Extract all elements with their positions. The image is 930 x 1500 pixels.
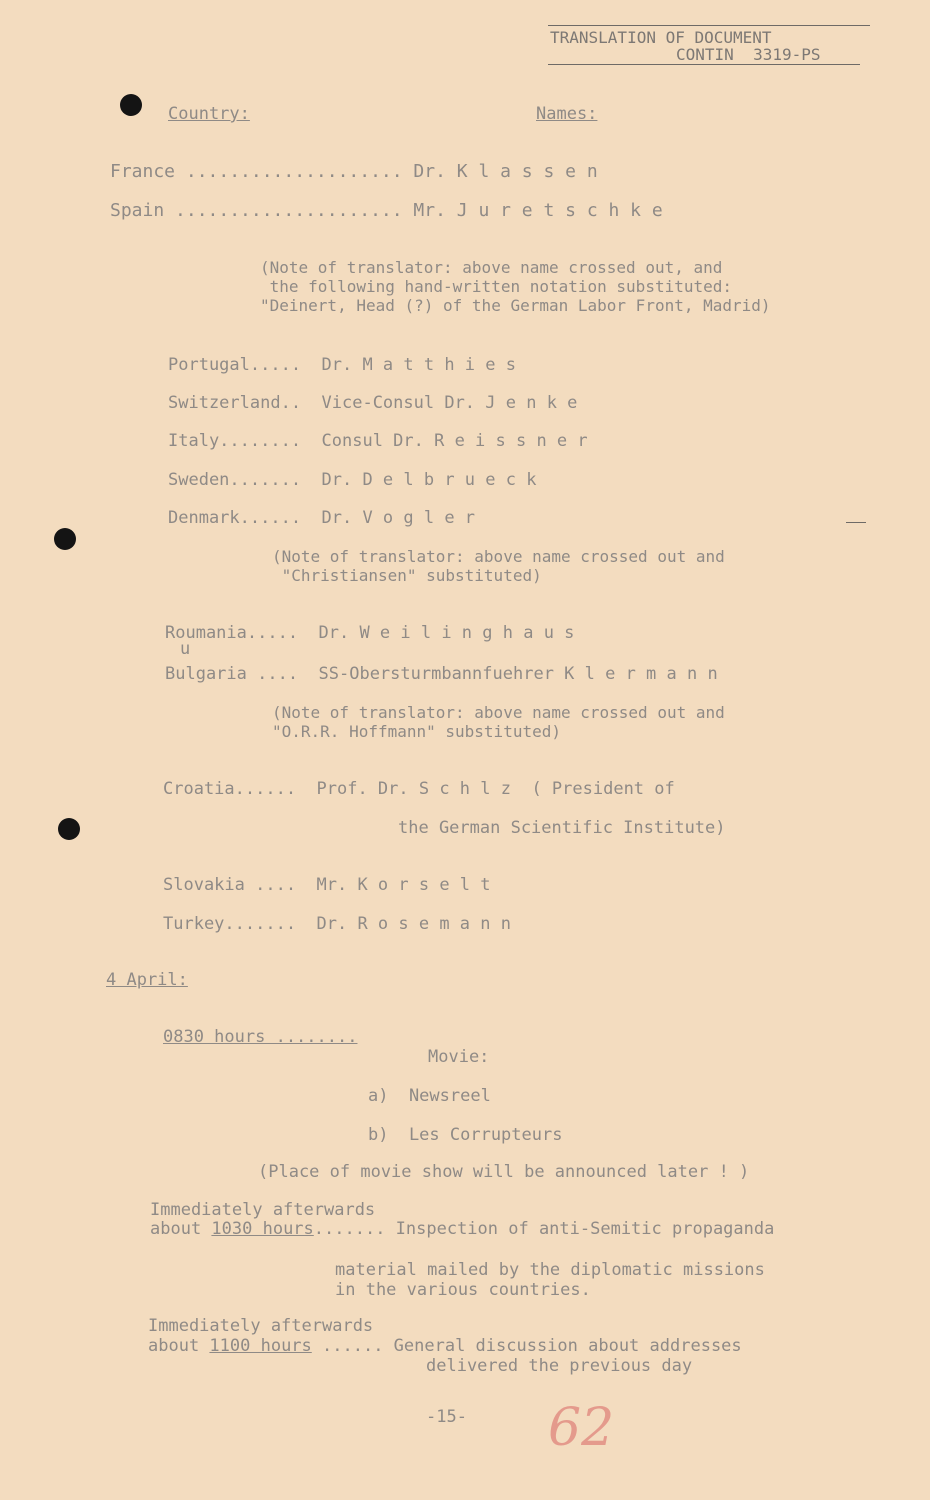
header-title: TRANSLATION OF DOCUMENT [550, 28, 772, 47]
schedule-date-heading: 4 April: [106, 970, 188, 990]
page-number: -15- [426, 1407, 467, 1427]
margin-dash [846, 522, 866, 523]
column-header-names: Names: [536, 104, 598, 124]
column-header-country: Country: [168, 104, 250, 124]
entry-turkey: Turkey....... Dr. R o s e m a n n [163, 914, 511, 934]
about-1100-text: ...... General discussion about addresses [311, 1336, 742, 1356]
punch-hole-top [120, 94, 142, 116]
about-1030-prefix: about [150, 1219, 212, 1239]
entry-croatia: Croatia...... Prof. Dr. S c h l z ( President of [163, 779, 675, 799]
translator-note-denmark: (Note of translator: above name crossed out and "Christiansen" substituted) [272, 547, 725, 585]
header-rule-top [548, 25, 870, 26]
schedule-item-1100-detail: delivered the previous day [426, 1356, 693, 1376]
entry-denmark: Denmark...... Dr. V o g l e r [168, 508, 476, 528]
punch-hole-lower [58, 818, 80, 840]
schedule-item-1030-detail: material mailed by the diplomatic missions in the various countries. [335, 1260, 765, 1300]
translator-note-bulgaria: (Note of translator: above name crossed out and "O.R.R. Hoffmann" substituted) [272, 703, 725, 741]
schedule-movie-newsreel: a) Newsreel [368, 1086, 491, 1106]
entry-portugal: Portugal..... Dr. M a t t h i e s [168, 355, 516, 375]
entry-bulgaria: Bulgaria .... SS-Obersturmbannfuehrer K l e r m a n n [165, 664, 718, 684]
header-doc-number: CONTIN 3319-PS [676, 45, 821, 64]
entry-italy: Italy........ Consul Dr. R e i s s n e r [168, 431, 588, 451]
schedule-immediately-2: Immediately afterwards [148, 1316, 374, 1336]
schedule-time-0830 [163, 1027, 357, 1047]
schedule-movie-place-note: (Place of movie show will be announced later ! ) [258, 1162, 750, 1182]
schedule-item-1100 [148, 1336, 742, 1356]
entry-roumania: Roumania..... Dr. W e i l i n g h a u s [165, 623, 575, 643]
about-1100-time: 1100 hours [209, 1336, 312, 1356]
schedule-immediately-1: Immediately afterwards [150, 1200, 376, 1220]
about-1100-prefix: about [148, 1336, 210, 1356]
entry-croatia-continued: the German Scientific Institute) [398, 818, 726, 838]
time-0830-label: 0830 hours ........ [163, 1027, 358, 1047]
punch-hole-middle [54, 528, 76, 550]
about-1030-time: 1030 hours [211, 1219, 314, 1239]
handwritten-page-number: 62 [548, 1398, 615, 1458]
entry-france: France .................... Dr. K l a s s e n [110, 161, 598, 182]
entry-spain: Spain ..................... Mr. J u r e t s c h k e [110, 200, 663, 221]
entry-slovakia: Slovakia .... Mr. K o r s e l t [163, 875, 491, 895]
entry-roumania-correction: u [180, 639, 191, 659]
schedule-item-1030 [150, 1219, 774, 1239]
about-1030-text: ....... Inspection of anti-Semitic propaganda [313, 1219, 775, 1239]
entry-switzerland: Switzerland.. Vice-Consul Dr. J e n k e [168, 393, 578, 413]
schedule-movie-feature: b) Les Corrupteurs [368, 1125, 563, 1145]
translator-note-spain: (Note of translator: above name crossed out, and the following hand-written notation substituted: "Deinert, Head (?) of the German Labor Front, Madrid) [260, 258, 771, 315]
header-rule-bottom [548, 64, 860, 65]
entry-sweden: Sweden....... Dr. D e l b r u e c k [168, 470, 537, 490]
schedule-movie-heading: Movie: [428, 1047, 490, 1067]
